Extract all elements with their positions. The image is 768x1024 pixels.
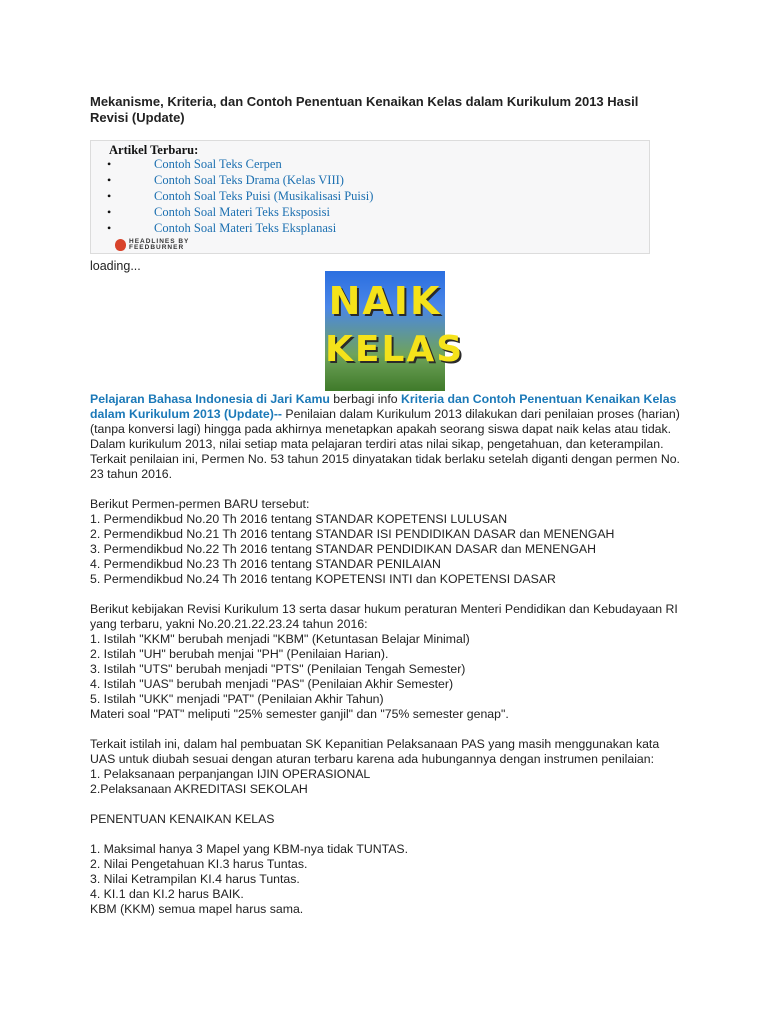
article-link[interactable]: Kriteria dan Contoh Penentuan Kenaikan Kelas dalam Kurikulum 2013 (Update)-- (90, 392, 677, 421)
intro-paragraph: Pelajaran Bahasa Indonesia di Jari Kamu berbagi info Kriteria dan Contoh Penentuan Kenaikan Kelas dalam Kurikulum 2013 (Update)-- Penilaian dalam Kurikulum 2013 dilakukan dari penilaian proses (harian) (tanpa konversi lagi) hingga pada akhirnya menetapkan apakah seorang siswa dapat naik kelas atau tidak. Dalam kurikulum 2013, nilai setiap mata pelajaran terdiri atas nilai sikap, pengetahuan, dan keterampilan. (90, 392, 680, 451)
bullet-icon: • (107, 221, 112, 235)
list-item: 3. Permendikbud No.22 Th 2016 tentang STANDAR PENDIDIKAN DASAR dan MENENGAH (90, 542, 596, 556)
permen-paragraph: Terkait penilaian ini, Permen No. 53 tahun 2015 dinyatakan tidak berlaku setelah diganti dengan permen No. 23 tahun 2016. (90, 452, 680, 481)
list-item: 1. Maksimal hanya 3 Mapel yang KBM-nya tidak TUNTAS. (90, 842, 409, 856)
latest-articles-box (90, 140, 650, 254)
bullet-icon: • (107, 173, 112, 187)
bullet-icon: • (107, 157, 112, 171)
list-item: 5. Istilah "UKK" menjadi "PAT" (Penilaian Akhir Tahun) (90, 692, 384, 706)
list-item: 2. Permendikbud No.21 Th 2016 tentang STANDAR ISI PENDIDIKAN DASAR dan MENENGAH (90, 527, 615, 541)
list-item: 1. Pelaksanaan perpanjangan IJIN OPERASIONAL (90, 767, 371, 781)
feedburner-flame-icon (115, 239, 126, 251)
article-link[interactable]: Contoh Soal Materi Teks Eksplanasi (154, 221, 337, 235)
hero-text-line1: NAIK (328, 279, 442, 323)
bullet-icon: • (107, 205, 112, 219)
list-item: 2. Nilai Pengetahuan KI.3 harus Tuntas. (90, 857, 308, 871)
permen-intro: Berikut Permen-permen BARU tersebut: (90, 497, 310, 511)
list-item: 4. Istilah "UAS" berubah menjadi "PAS" (Penilaian Akhir Semester) (90, 677, 454, 691)
naik-kelas-image (325, 271, 465, 391)
kebijakan-intro: Berikut kebijakan Revisi Kurikulum 13 serta dasar hukum peraturan Menteri Pendidikan dan Kebudayaan RI yang terbaru, yakni No.20.21.22.23.24 tahun 2016: (90, 602, 678, 631)
list-item: 5. Permendikbud No.24 Th 2016 tentang KOPETENSI INTI dan KOPETENSI DASAR (90, 572, 556, 586)
penentuan-heading: PENENTUAN KENAIKAN KELAS (90, 812, 275, 826)
hero-text-line2: KELAS (325, 329, 465, 370)
article-body (90, 392, 680, 917)
blog-link[interactable]: Pelajaran Bahasa Indonesia di Jari Kamu (90, 392, 330, 406)
list-item: 3. Nilai Ketrampilan KI.4 harus Tuntas. (90, 872, 300, 886)
bullet-icon: • (107, 189, 112, 203)
article-link[interactable]: Contoh Soal Teks Drama (Kelas VIII) (154, 173, 344, 187)
article-link[interactable]: Contoh Soal Materi Teks Eksposisi (154, 205, 330, 219)
list-item: 4. KI.1 dan KI.2 harus BAIK. (90, 887, 244, 901)
article-title: Mekanisme, Kriteria, dan Contoh Penentuan Kenaikan Kelas dalam Kurikulum 2013 Hasil Revisi (Update) (90, 94, 639, 125)
list-item: 1. Istilah "KKM" berubah menjadi "KBM" (Ketuntasan Belajar Minimal) (90, 632, 470, 646)
feedburner-label: HEADLINES BY FEEDBURNER (129, 237, 190, 251)
loading-text: loading... (90, 259, 141, 273)
sk-intro: Terkait istilah ini, dalam hal pembuatan SK Kepanitian Pelaksanaan PAS yang masih menggunakan kata UAS untuk diubah sesuai dengan aturan terbaru karena ada hubungannya dengan instrumen penilaian: (90, 737, 660, 766)
article-link[interactable]: Contoh Soal Teks Puisi (Musikalisasi Puisi) (154, 189, 374, 203)
list-item: 2. Istilah "UH" berubah menjai "PH" (Penilaian Harian). (90, 647, 389, 661)
list-item: KBM (KKM) semua mapel harus sama. (90, 902, 304, 916)
feedburner-badge[interactable] (115, 237, 189, 253)
latest-articles-heading: Artikel Terbaru: (109, 143, 199, 157)
article-link[interactable]: Contoh Soal Teks Cerpen (154, 157, 282, 171)
list-item: 2.Pelaksanaan AKREDITASI SEKOLAH (90, 782, 308, 796)
list-item: Materi soal "PAT" meliputi "25% semester ganjil" dan "75% semester genap". (90, 707, 509, 721)
list-item: 3. Istilah "UTS" berubah menjadi "PTS" (Penilaian Tengah Semester) (90, 662, 466, 676)
list-item: 1. Permendikbud No.20 Th 2016 tentang STANDAR KOPETENSI LULUSAN (90, 512, 508, 526)
list-item: 4. Permendikbud No.23 Th 2016 tentang STANDAR PENILAIAN (90, 557, 441, 571)
